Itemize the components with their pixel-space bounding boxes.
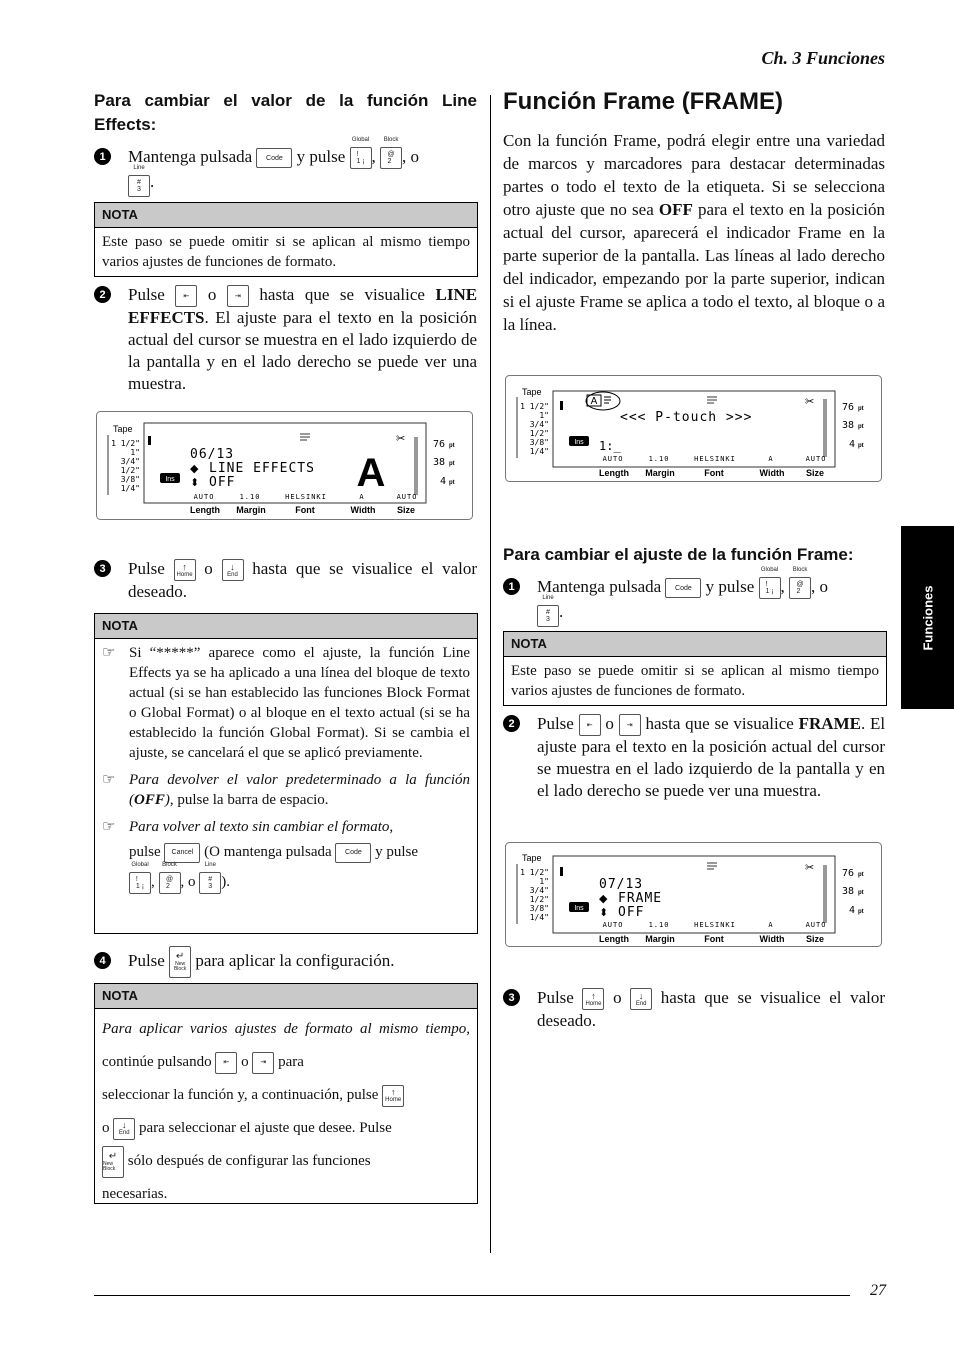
step-number: 1 bbox=[503, 578, 520, 595]
svg-text:pt: pt bbox=[858, 890, 864, 896]
code-key: Code bbox=[256, 148, 292, 168]
lcd-line-2: FRAME bbox=[618, 891, 663, 906]
key-3: Line # 3 bbox=[199, 872, 221, 894]
right-heading: Para cambiar el ajuste de la función Frame: bbox=[503, 545, 854, 564]
new-block-key: ↵ New Block bbox=[102, 1146, 124, 1178]
side-tab-label: Funciones bbox=[920, 584, 935, 651]
svg-text:3/4": 3/4" bbox=[120, 457, 140, 466]
svg-text:Length: Length bbox=[599, 468, 629, 478]
svg-text:✂: ✂ bbox=[396, 433, 406, 445]
svg-text:pt: pt bbox=[858, 406, 864, 412]
left-note-1: NOTA Este paso se puede omitir si se aplican al mismo tiempo varios ajustes de funciones de formato. bbox=[94, 202, 478, 277]
lcd-line-3: OFF bbox=[209, 475, 236, 490]
key-1: Global ! 1 ¡ bbox=[350, 147, 372, 169]
lcd-line-1: 06/13 bbox=[190, 447, 235, 462]
svg-text:1/2": 1/2" bbox=[529, 895, 549, 904]
section-title: Función Frame (FRAME) bbox=[503, 88, 783, 115]
footer-rule bbox=[94, 1295, 850, 1296]
svg-text:HELSINKI: HELSINKI bbox=[694, 455, 736, 463]
frame-indicator: A bbox=[590, 396, 598, 407]
svg-text:✂: ✂ bbox=[805, 862, 815, 874]
lcd-line-1: 07/13 bbox=[599, 877, 644, 892]
pointing-hand-icon: ☞ bbox=[102, 819, 116, 835]
lcd-preview-letter: A bbox=[356, 451, 386, 495]
svg-text:A: A bbox=[768, 921, 774, 929]
svg-text:pt: pt bbox=[858, 909, 864, 915]
svg-text:1.10: 1.10 bbox=[648, 921, 670, 929]
svg-text:1/4": 1/4" bbox=[529, 913, 549, 922]
end-key: ↓ End bbox=[113, 1118, 135, 1140]
left-arrow-key: ⇤ bbox=[579, 714, 601, 736]
key-3: Line # 3 bbox=[537, 605, 559, 627]
svg-text:Font: Font bbox=[295, 505, 315, 515]
page-number: 27 bbox=[870, 1282, 886, 1299]
lcd-line-2: 1:_ bbox=[599, 439, 621, 453]
note-bullet: ☞ Para volver al texto sin cambiar el formato, pulse Cancel (O mantenga pulsada Code y pulse Global ! 1 ¡ , Block @ 2 , o Line # 3 ). bbox=[102, 817, 470, 897]
svg-text:HELSINKI: HELSINKI bbox=[694, 921, 736, 929]
key-1: Global ! 1 ¡ bbox=[129, 872, 151, 894]
svg-text:1 1/2": 1 1/2" bbox=[520, 868, 549, 877]
svg-text:76: 76 bbox=[842, 868, 855, 879]
svg-text:Width: Width bbox=[759, 934, 785, 944]
key-2: Block @ 2 bbox=[159, 872, 181, 894]
home-key: ↑ Home bbox=[174, 559, 196, 581]
lcd-line-2: LINE EFFECTS bbox=[209, 461, 315, 476]
svg-text:pt: pt bbox=[858, 424, 864, 430]
right-step-2: 2 Pulse ⇤ o ⇥ hasta que se visualice FRAME. El ajuste para el texto en la posición actual del cursor se muestra en el lado izquierdo de la pantalla y en el lado derecho se puede ver una muestra. bbox=[503, 713, 885, 802]
svg-text:AUTO: AUTO bbox=[396, 493, 418, 501]
svg-text:AUTO: AUTO bbox=[602, 921, 624, 929]
svg-text:Length: Length bbox=[599, 934, 629, 944]
intro-paragraph: Con la función Frame, podrá elegir entre una variedad de marcos y marcadores para destacar determinadas partes o todo el texto de la etiqueta. Si se selecciona otro ajuste que no sea OFF para el texto en la posición actual del cursor, aparecerá el indicador Frame en la parte superior de la pantalla. Las líneas al lado derecho del indicador, empezando por la parte superior, indican si el ajuste Frame se aplica a todo el texto, al bloque o a la línea. bbox=[503, 131, 885, 334]
svg-text:✂: ✂ bbox=[805, 396, 815, 408]
lcd-display-frame-indicator bbox=[505, 375, 883, 483]
svg-text:76: 76 bbox=[842, 402, 855, 413]
svg-text:◆: ◆ bbox=[599, 893, 608, 905]
svg-text:1.10: 1.10 bbox=[239, 493, 261, 501]
cancel-key: Cancel bbox=[164, 843, 200, 863]
svg-text:pt: pt bbox=[858, 443, 864, 449]
svg-text:AUTO: AUTO bbox=[805, 455, 827, 463]
svg-text:pt: pt bbox=[449, 461, 455, 467]
svg-text:38: 38 bbox=[842, 886, 855, 897]
step-number: 4 bbox=[94, 952, 111, 969]
svg-text:1/4": 1/4" bbox=[120, 484, 140, 493]
step-number: 3 bbox=[503, 989, 520, 1006]
key-3: Line # 3 bbox=[128, 175, 150, 197]
svg-text:3/8": 3/8" bbox=[529, 438, 549, 447]
svg-text:4: 4 bbox=[849, 439, 856, 450]
svg-text:AUTO: AUTO bbox=[805, 921, 827, 929]
step-number: 2 bbox=[94, 286, 111, 303]
svg-text:3/4": 3/4" bbox=[529, 420, 549, 429]
lcd-tape-label: Tape bbox=[113, 424, 133, 434]
svg-text:1/2": 1/2" bbox=[120, 466, 140, 475]
pointing-hand-icon: ☞ bbox=[102, 772, 116, 788]
svg-text:pt: pt bbox=[858, 872, 864, 878]
left-note-2: NOTA ☞ Si “*****” aparece como el ajuste, la función Line Effects ya se ha aplicado a una línea del bloque de texto actual (si se han establecido las funciones Block Format o Global Format) o al bloque en el texto actual (si se ha establecido la función Global Format). Si se cambia el ajuste, se cancelará el que se aplicó previamente. ☞ Para devolver el valor predeterminado a la función (OFF), pulse la barra de espacio. ☞ Para volver al texto sin cambiar el formato, pulse Cancel (O mantenga pulsada Code y pulse Global ! 1 ¡ , Block @ 2 , o Line # 3 ). bbox=[94, 613, 478, 934]
svg-text:Length: Length bbox=[190, 505, 220, 515]
right-arrow-key: ⇥ bbox=[252, 1052, 274, 1074]
svg-text:1.10: 1.10 bbox=[648, 455, 670, 463]
svg-text:1/4": 1/4" bbox=[529, 447, 549, 456]
lcd-display-frame bbox=[505, 842, 883, 948]
svg-text:pt: pt bbox=[449, 443, 455, 449]
svg-text:38: 38 bbox=[433, 457, 446, 468]
svg-text:pt: pt bbox=[449, 480, 455, 486]
svg-text:4: 4 bbox=[440, 476, 447, 487]
left-arrow-key: ⇤ bbox=[215, 1052, 237, 1074]
step-number: 2 bbox=[503, 715, 520, 732]
left-heading: Para cambiar el valor de la función Line Effects: bbox=[94, 91, 477, 134]
svg-text:Font: Font bbox=[704, 934, 724, 944]
note-bullet: ☞ Para devolver el valor predeterminado a la función (OFF), pulse la barra de espacio. bbox=[102, 772, 470, 808]
left-step-1: 1 Mantenga pulsada Code y pulse Global ! 1 ¡ , Block @ 2 , o Line # 3 . bbox=[94, 146, 477, 197]
side-tab bbox=[901, 526, 954, 709]
left-step-2: 2 Pulse ⇤ o ⇥ hasta que se visualice LINE EFFECTS. El ajuste para el texto en la posición actual del cursor se muestra en el lado izquierdo de la pantalla y en el lado derecho se puede ver una muestra. bbox=[94, 284, 477, 395]
svg-text:Ins: Ins bbox=[574, 905, 584, 912]
lcd-line-3: OFF bbox=[618, 905, 645, 920]
svg-text:Tape: Tape bbox=[522, 853, 542, 863]
svg-text:AUTO: AUTO bbox=[193, 493, 215, 501]
svg-text:Width: Width bbox=[350, 505, 376, 515]
left-arrow-key: ⇤ bbox=[175, 285, 197, 307]
new-block-key: ↵ New Block bbox=[169, 946, 191, 978]
note-bullet: ☞ Si “*****” aparece como el ajuste, la función Line Effects ya se ha aplicado a una línea del bloque de texto actual (si se han establecido las funciones Block Format o Global Format) o al bloque en el texto actual (si se ha establecido la función Global Format). Si se cambia el ajuste, se cancelará el que se aplicó previamente. bbox=[102, 645, 470, 761]
svg-text:1 1/2": 1 1/2" bbox=[111, 439, 140, 448]
key-1: Global ! 1 ¡ bbox=[759, 577, 781, 599]
step-number: 3 bbox=[94, 560, 111, 577]
svg-text:3/8": 3/8" bbox=[529, 904, 549, 913]
right-note-1: NOTA Este paso se puede omitir si se aplican al mismo tiempo varios ajustes de funciones de formato. bbox=[503, 631, 887, 706]
left-note-3: NOTA Para aplicar varios ajustes de formato al mismo tiempo, continúe pulsando ⇤ o ⇥ para seleccionar la función y, a continuación, pulse ↑ Home o ↓ End para seleccionar el ajuste que desee. Pulse ↵ New Block sólo después de configurar las funciones necesarias. bbox=[94, 983, 478, 1204]
svg-text:Tape: Tape bbox=[522, 387, 542, 397]
svg-text:Size: Size bbox=[805, 934, 825, 944]
svg-text:⬍: ⬍ bbox=[190, 477, 200, 489]
home-key: ↑ Home bbox=[382, 1085, 404, 1107]
svg-text:1 1/2": 1 1/2" bbox=[520, 402, 549, 411]
svg-text:4: 4 bbox=[849, 905, 856, 916]
lcd-display-line-effects bbox=[96, 411, 474, 521]
svg-text:⬍: ⬍ bbox=[599, 907, 609, 919]
home-key: ↑ Home bbox=[582, 988, 604, 1010]
code-key: Code bbox=[335, 843, 371, 863]
svg-text:HELSINKI: HELSINKI bbox=[285, 493, 327, 501]
svg-text:3/4": 3/4" bbox=[529, 886, 549, 895]
svg-text:A: A bbox=[359, 493, 365, 501]
svg-text:38: 38 bbox=[842, 420, 855, 431]
left-step-3: 3 Pulse ↑ Home o ↓ End hasta que se visualice el valor deseado. bbox=[94, 558, 477, 603]
right-arrow-key: ⇥ bbox=[619, 714, 641, 736]
svg-text:A: A bbox=[768, 455, 774, 463]
right-step-1: 1 Mantenga pulsada Code y pulse Global ! 1 ¡ , Block @ 2 , o Line # 3 . bbox=[503, 576, 885, 627]
step-number: 1 bbox=[94, 148, 111, 165]
lcd-line-1: <<< P-touch >>> bbox=[620, 410, 753, 425]
svg-text:1": 1" bbox=[539, 877, 549, 886]
key-2: Block @ 2 bbox=[380, 147, 402, 169]
svg-text:1": 1" bbox=[539, 411, 549, 420]
svg-text:1/2": 1/2" bbox=[529, 429, 549, 438]
svg-text:Margin: Margin bbox=[645, 934, 675, 944]
right-step-3: 3 Pulse ↑ Home o ↓ End hasta que se visualice el valor deseado. bbox=[503, 987, 885, 1032]
svg-text:◆: ◆ bbox=[190, 463, 199, 475]
svg-text:Margin: Margin bbox=[645, 468, 675, 478]
left-step-4: 4 Pulse ↵ New Block para aplicar la configuración. bbox=[94, 946, 477, 978]
pointing-hand-icon: ☞ bbox=[102, 645, 116, 661]
key-2: Block @ 2 bbox=[789, 577, 811, 599]
end-key: ↓ End bbox=[222, 559, 244, 581]
svg-text:Width: Width bbox=[759, 468, 785, 478]
column-divider bbox=[490, 95, 491, 1253]
svg-text:Margin: Margin bbox=[236, 505, 266, 515]
svg-text:Ins: Ins bbox=[574, 439, 584, 446]
svg-text:3/8": 3/8" bbox=[120, 475, 140, 484]
right-arrow-key: ⇥ bbox=[227, 285, 249, 307]
svg-text:Size: Size bbox=[396, 505, 416, 515]
end-key: ↓ End bbox=[630, 988, 652, 1010]
svg-text:Font: Font bbox=[704, 468, 724, 478]
svg-text:1": 1" bbox=[130, 448, 140, 457]
code-key: Code bbox=[665, 578, 701, 598]
svg-text:76: 76 bbox=[433, 439, 446, 450]
svg-text:Size: Size bbox=[805, 468, 825, 478]
svg-text:Ins: Ins bbox=[165, 476, 175, 483]
chapter-header: Ch. 3 Funciones bbox=[761, 48, 885, 68]
svg-text:AUTO: AUTO bbox=[602, 455, 624, 463]
